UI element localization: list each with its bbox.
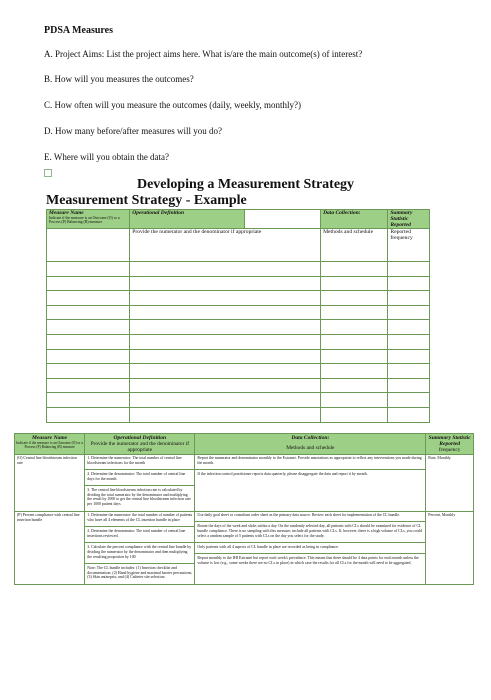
t2-row1-def1: 1. Determine the numerator: The total number of central line bloodstream infections for the month [87,456,182,465]
table-cell[interactable] [130,378,321,393]
table-cell[interactable] [321,276,388,291]
table-cell[interactable] [47,393,130,408]
t1-header-measure-name [47,210,130,229]
t2-row2-dc1: Use daily goal sheet or consultant order sheet as the primary data source. Review each sheet for implementation of the CL bundle. [197,513,401,518]
table-cell[interactable] [388,320,430,335]
t2-header-data-collection [195,434,426,455]
table-cell[interactable] [130,407,321,422]
table-cell[interactable] [321,393,388,408]
t2-row1-dc2: If the infection control practitioner reports data quarterly, please disaggregate the data and report it by month. [197,471,368,476]
divider [195,469,425,470]
divider [195,542,425,543]
table-cell[interactable] [47,378,130,393]
t2-row1-def3: 3. The central line bloodstream infection rate is calculated by dividing the total numerator by the denominator and multiplying the result by 1000 to get the central line bloodstream infection rate per 1000 patient days [87,487,191,507]
table-cell[interactable] [388,393,430,408]
table-cell[interactable] [47,229,130,262]
t2-row1-definition[interactable] [85,455,195,512]
t2-row1-def2: 2. Determine the denominator: The total number of central line days for the month [87,471,186,481]
question-a: A. Project Aims: List the project aims here. What is/are the main outcome(s) of interest? [44,49,363,59]
t1-header-spacer [245,210,321,229]
divider [85,542,194,543]
table-cell[interactable] [321,305,388,320]
table-cell[interactable] [388,276,430,291]
table-cell[interactable] [47,320,130,335]
question-c: C. How often will you measure the outcomes (daily, weekly, monthly?) [44,100,302,110]
table-cell[interactable] [130,320,321,335]
t2-summary-sub-label: frequency [438,447,461,453]
t1-cell-operational[interactable]: Provide the numerator and the denominator if appropriate [130,229,321,262]
table-cell[interactable] [130,262,321,277]
t1-measure-name-label: Measure Name [49,210,84,216]
table-cell[interactable] [321,364,388,379]
t2-row1-name[interactable]: (O) Central line bloodstream infection rate [15,455,85,512]
table-cell[interactable] [388,364,430,379]
table-cell[interactable] [47,364,130,379]
document-title: PDSA Measures [44,25,113,36]
table-cell[interactable] [130,334,321,349]
divider [195,553,425,554]
t2-row2-def2: 2. Determine the denominator: The total number of central line insertions reviewed. [87,529,186,538]
t1-header-operational: Operational Definition [130,210,245,229]
question-b: B. How will you measures the outcomes? [44,74,194,84]
t2-data-collection-sub-label: Methods and schedule [286,445,335,451]
table-cell[interactable] [47,349,130,364]
table-cell[interactable] [47,334,130,349]
t2-row2-dc2: Rotate the days of the week and shifts within a day. On the randomly selected day, all patients with CLs should be examined for evidence of CL bundle compliance. There is no sampling with this measure; include all patients with CLs. If, however, there is a high volume of CLs, you could select a random sample of 5 patients with CLs on the day you select for the study. [197,524,423,538]
table-cell[interactable] [47,276,130,291]
table-cell[interactable] [47,262,130,277]
heading-measurement-example: Measurement Strategy - Example [46,193,247,208]
table-cell[interactable] [321,349,388,364]
t2-summary-label: Summary Statistic Reported [428,435,471,447]
table-cell[interactable] [321,378,388,393]
t1-header-data-collection: Data Collection: [321,210,388,229]
t1-header-summary: Summary Statistic Reported [388,210,430,229]
table-cell[interactable] [130,393,321,408]
table-cell[interactable] [388,407,430,422]
t1-cell-data-collection[interactable]: Methods and schedule [321,229,388,262]
table-cell[interactable] [130,291,321,306]
table-cell[interactable] [388,291,430,306]
table-row [15,455,474,512]
t2-row2-def4: Note: The CL bundle includes: (1) Insertion checklist and documentation; (2) Hand hygiene and maximal barrier precautions; (3) Skin antisepsis; and (4) Catheter site selection. [87,565,193,580]
t2-operational-label: Operational Definition [113,435,167,441]
heading-developing-strategy: Developing a Measurement Strategy [136,177,355,192]
divider [195,521,425,522]
t2-operational-sub-label: Provide the numerator and the denominator if appropriate [90,441,190,453]
table-cell[interactable] [130,364,321,379]
divider [85,485,194,486]
t2-row1-summary[interactable]: Rate, Monthly [426,455,474,512]
t1-cell-summary[interactable]: Reported frequency [388,229,430,262]
t2-row2-dc3: Only patients with all 4 aspects of CL bundle in place are recorded as being in compliance. [197,544,339,549]
table-cell[interactable] [47,291,130,306]
table-cell[interactable] [388,349,430,364]
t1-measure-sub-label: Indicate if the measure is an Outcome (O) or a Process (P) Balancing (B) measure [49,216,120,224]
table-cell[interactable] [388,262,430,277]
t2-header-summary [426,434,474,455]
t2-row2-summary[interactable]: Percent, Monthly [426,512,474,585]
table-cell[interactable] [130,305,321,320]
t2-row1-data-collection[interactable] [195,455,426,512]
table-cell[interactable] [321,407,388,422]
question-d: D. How many before/after measures will you do? [44,126,222,136]
table-cell[interactable] [321,320,388,335]
t2-data-collection-label: Data Collection: [291,435,330,441]
t2-row2-name[interactable]: (P) Percent compliance with central line insertion bundle [15,512,85,585]
table-cell[interactable] [321,334,388,349]
table-cell[interactable] [130,276,321,291]
table-cell[interactable] [388,334,430,349]
divider [85,563,194,564]
t2-row1-dc1: Report the numerator and denominator monthly to the Extranet. Provide annotations as appropriate to reflect any interventions you made during the month. [197,456,422,465]
question-e: E. Where will you obtain the data? [44,152,170,162]
table-cell[interactable] [130,349,321,364]
table-cell[interactable] [321,291,388,306]
t2-row2-def3: 3. Calculate the percent compliance with the central line bundle by dividing the numerator by the denominator and then multiplying the resulting proportion by 100 [87,544,192,559]
table-cell[interactable] [388,305,430,320]
t2-header-operational [85,434,195,455]
t2-row2-def1: 1. Determine the numerator: the total number of number of patients who have all 4 elements of the CL insertion bundle in place [87,513,193,523]
t2-row2-dc4: Report monthly to the IHI Extranet but report each week's prevalence. This means that there should be 4 data points for each month unless the volume is low (e.g., some weeks there are no CLs in place) in which case the results for all CLs for the month will need to be aggregated. [197,555,419,565]
t2-measure-sub-label: Indicate if the measure is an Outcome (O) or a Process (P) Balancing (B) measure [16,441,83,449]
table-cell[interactable] [388,378,430,393]
t2-header-measure-name [15,434,85,455]
measurement-table-blank [46,209,430,423]
table-row [15,512,474,585]
table-cell[interactable] [321,262,388,277]
t2-row2-data-collection[interactable] [195,512,426,585]
t2-row2-definition[interactable] [85,512,195,585]
table-cell[interactable] [47,407,130,422]
measurement-table-example [14,433,474,585]
divider [85,469,194,470]
checkbox-icon[interactable] [44,169,52,177]
t2-measure-name-label: Measure Name [31,435,68,441]
divider [85,526,194,527]
table-cell[interactable] [47,305,130,320]
